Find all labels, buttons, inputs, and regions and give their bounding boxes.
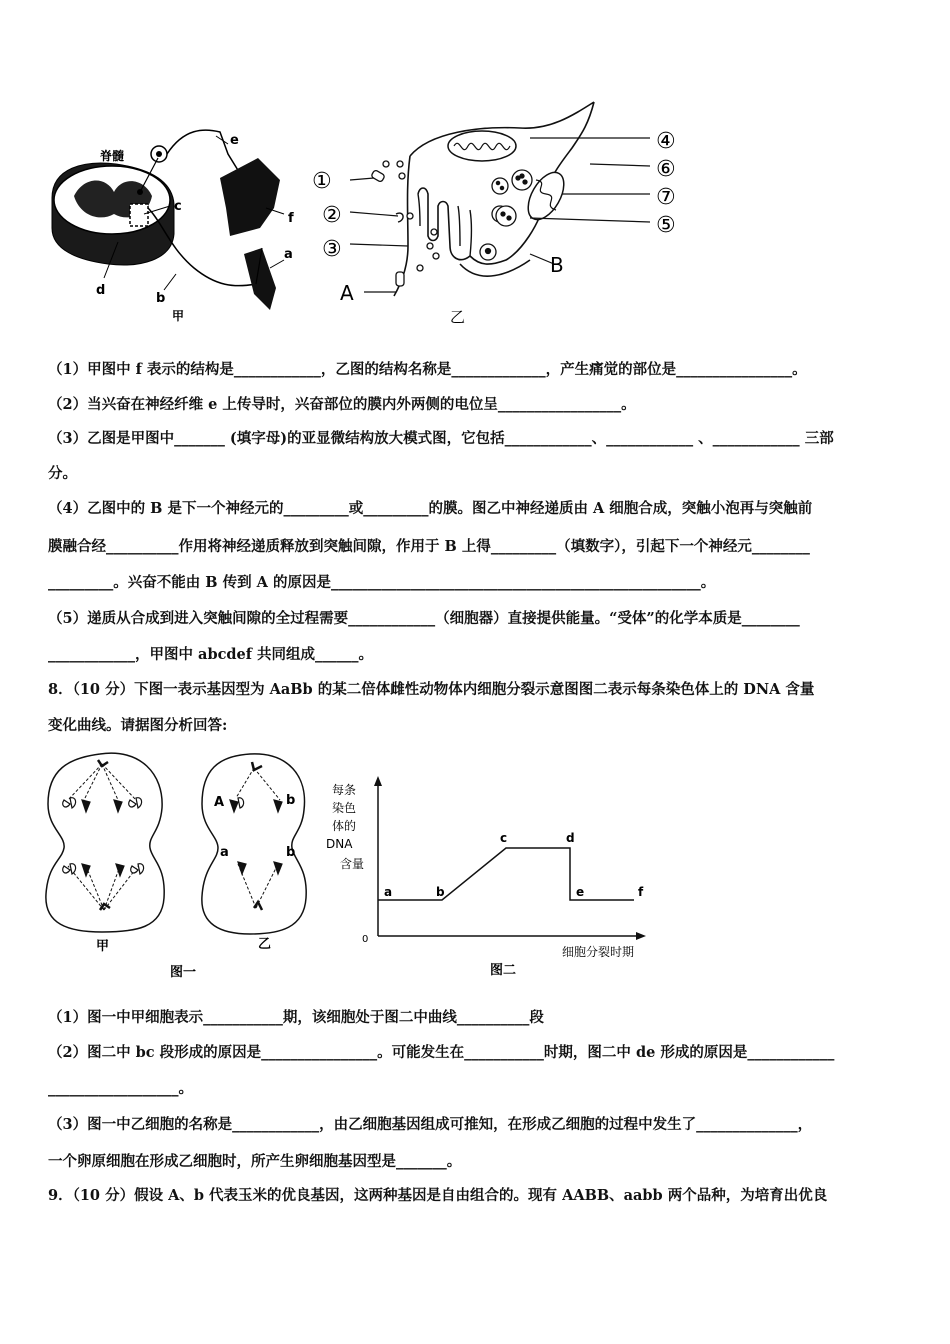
postsynaptic-membrane-b <box>460 260 530 276</box>
svg-text:DNA: DNA <box>326 837 353 851</box>
svg-text:体的: 体的 <box>332 819 357 833</box>
cell-label-A: A <box>214 795 225 810</box>
q7-line-3: （3）乙图是甲图中_______ (填字母)的亚显微结构放大模式图，它包括____________、____________ 、____________ 三部 <box>48 430 834 447</box>
label-n1: ① <box>312 169 332 194</box>
svg-text:染色: 染色 <box>332 801 357 815</box>
y-axis-label <box>326 782 364 871</box>
q8-sub-line-1: （1）图一中甲细胞表示___________期，该细胞处于图二中曲线__________段 <box>48 1009 544 1026</box>
label-a: a <box>284 247 293 262</box>
presynaptic-terminal <box>394 102 594 296</box>
q8-sub-line-2: （2）图二中 bc 段形成的原因是________________。可能发生在___________时期，图二中 de 形成的原因是____________ <box>48 1044 835 1061</box>
q9-line-1: 9．（10 分）假设 A、b 代表玉米的优良基因，这两种基因是自由组合的。现有 AABB、aabb 两个品种，为培育出优良 <box>48 1187 828 1204</box>
label-d: d <box>96 283 106 298</box>
point-label-f: f <box>638 885 644 899</box>
caption-cell-yi: 乙 <box>258 937 272 952</box>
label-n5: ⑤ <box>656 213 676 238</box>
label-A: A <box>340 281 354 305</box>
cell-label-a: a <box>220 845 229 860</box>
point-label-c: c <box>500 831 508 845</box>
label-n2: ② <box>322 203 342 228</box>
caption-yi: 乙 <box>450 308 466 326</box>
dna-content-curve <box>378 848 634 900</box>
effector-f-shape <box>220 158 280 236</box>
svg-text:含量: 含量 <box>340 857 365 871</box>
label-n7: ⑦ <box>656 185 676 210</box>
figure-two-chart <box>318 768 658 984</box>
q7-line-7: _________。兴奋不能由 B 传到 A 的原因是___________________________________________________。 <box>48 574 716 591</box>
caption-fig2: 图二 <box>490 963 517 978</box>
q8-sub-line-3: __________________。 <box>48 1080 193 1097</box>
label-e: e <box>230 133 239 148</box>
figure-yi-synapse <box>310 96 702 332</box>
point-label-b: b <box>436 885 445 899</box>
q7-line-4: 分。 <box>48 465 77 482</box>
figure-one-cells <box>40 748 330 984</box>
q7-line-1: （1）甲图中 f 表示的结构是____________，乙图的结构名称是_____________，产生痛觉的部位是________________。 <box>48 361 807 378</box>
origin-label: 0 <box>362 934 369 945</box>
mitochondrion-icon <box>448 131 516 161</box>
q8-sub-line-5: 一个卵原细胞在形成乙细胞时，所产生卵细胞基因型是_______。 <box>48 1153 462 1170</box>
q8-line-1: 8．（10 分）下图一表示基因型为 AaBb 的某二倍体雌性动物体内细胞分裂示意图图二表示每条染色体上的 DNA 含量 <box>48 681 815 698</box>
svg-text:每条: 每条 <box>332 783 357 797</box>
q8-sub-line-4: （3）图一中乙细胞的名称是____________，由乙细胞基因组成可推知，在形成乙细胞的过程中发生了______________， <box>48 1116 813 1133</box>
label-n4: ④ <box>656 129 676 154</box>
q8-line-2: 变化曲线。请据图分析回答: <box>48 717 228 734</box>
caption-jia: 甲 <box>172 309 185 323</box>
label-B: B <box>550 253 564 277</box>
caption-cell-jia: 甲 <box>96 939 110 954</box>
synaptic-vesicles <box>383 161 532 271</box>
label-n3: ③ <box>322 237 342 262</box>
label-b: b <box>156 291 166 306</box>
point-label-a: a <box>384 885 393 899</box>
label-f: f <box>288 211 294 226</box>
label-spinal-cord: 脊髓 <box>100 149 125 163</box>
point-label-d: d <box>566 831 575 845</box>
cell-label-b1: b <box>286 793 296 808</box>
point-label-e: e <box>576 885 585 899</box>
label-c: c <box>174 199 182 214</box>
q7-line-9: ____________，甲图中 abcdef 共同组成______。 <box>48 646 374 663</box>
q7-line-8: （5）递质从合成到进入突触间隙的全过程需要____________（细胞器）直接提供能量。“受体”的化学本质是________ <box>48 610 800 627</box>
q7-line-6: 膜融合经__________作用将神经递质释放到突触间隙，作用于 B 上得_________（填数字），引起下一个神经元________ <box>48 538 810 555</box>
caption-fig1: 图一 <box>170 965 197 980</box>
q7-line-5: （4）乙图中的 B 是下一个神经元的_________或_________的膜。图乙中神经递质由 A 细胞合成，突触小泡再与突触前 <box>48 500 813 517</box>
figure-jia-reflex-arc <box>44 118 312 330</box>
label-n6: ⑥ <box>656 157 676 182</box>
x-axis-label: 细胞分裂时期 <box>562 945 635 959</box>
cell-label-b2: b <box>286 845 296 860</box>
q7-line-2: （2）当兴奋在神经纤维 e 上传导时，兴奋部位的膜内外两侧的电位呈_________________。 <box>48 396 636 413</box>
